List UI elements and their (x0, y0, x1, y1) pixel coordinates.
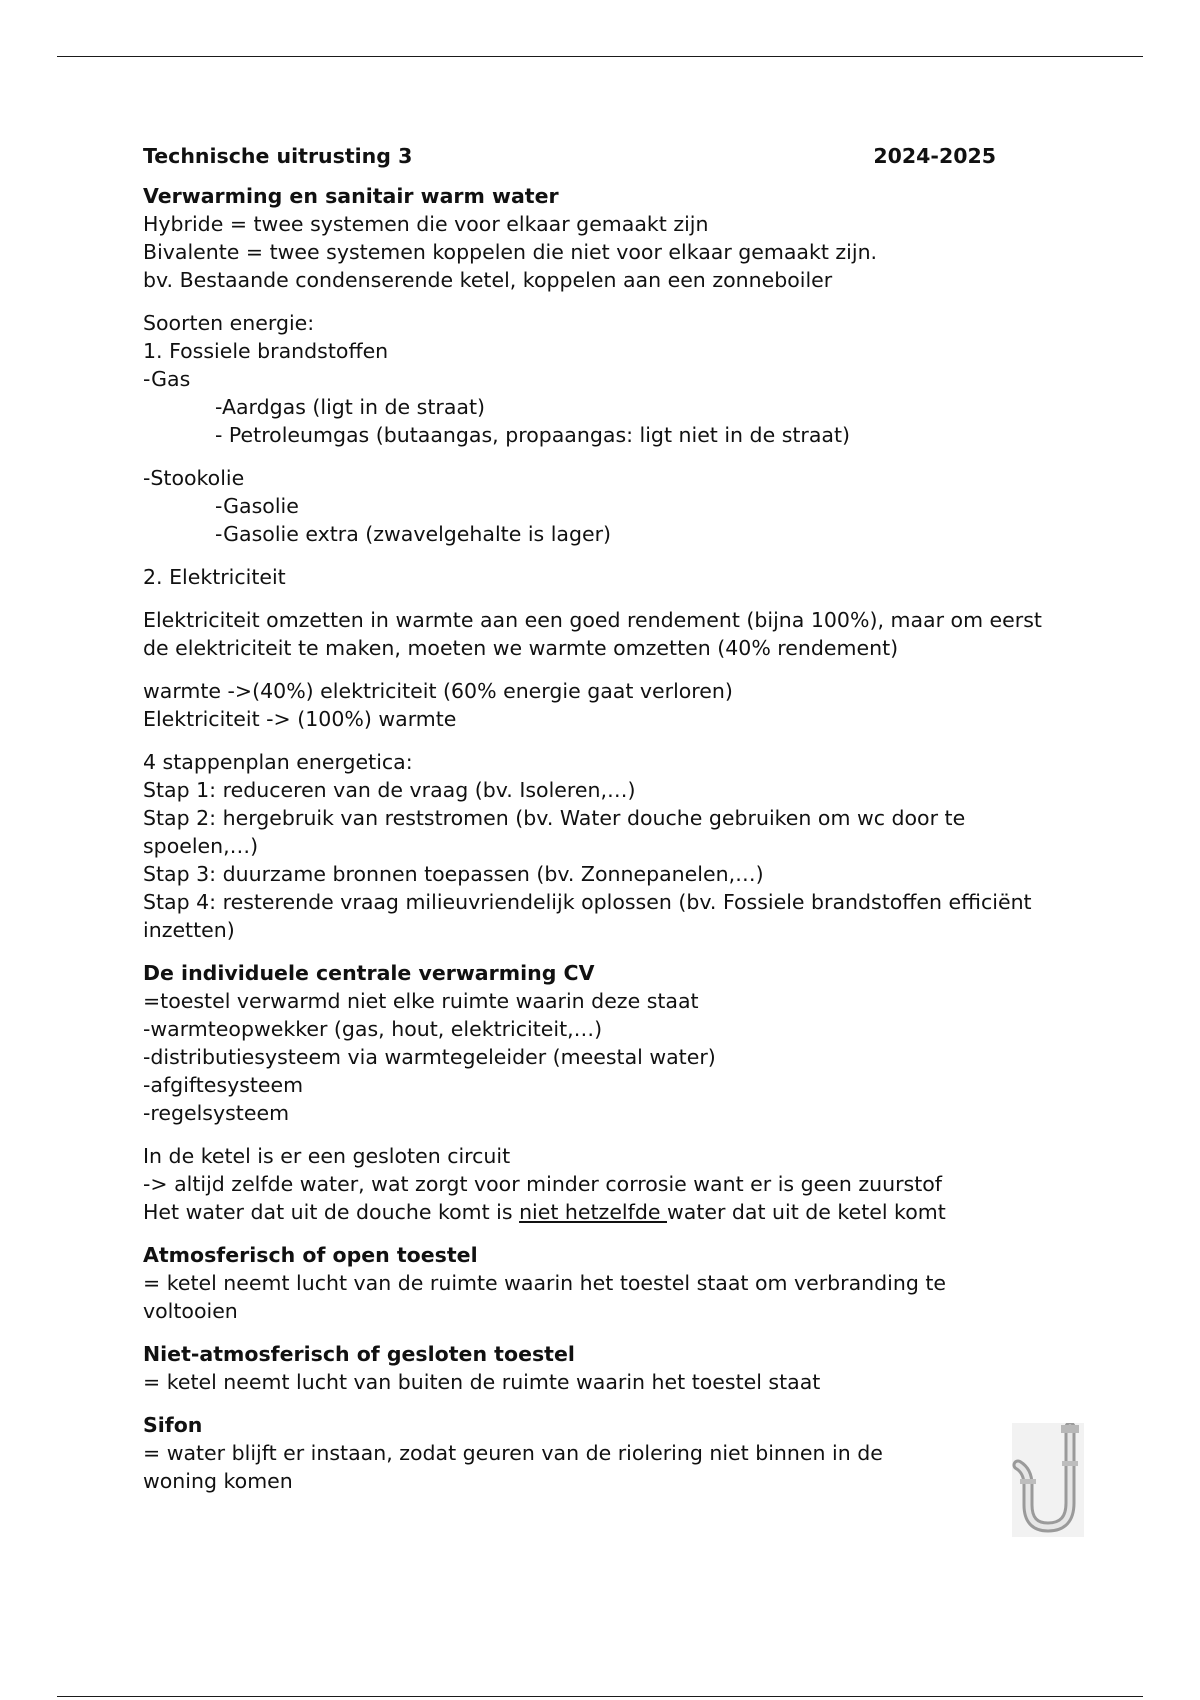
list-item: -afgiftesysteem (143, 1073, 304, 1097)
paragraph: Elektriciteit omzetten in warmte aan een goed rendement (bijna 100%), maar om eerst de elektriciteit te maken, moeten we warmte omzetten (40% rendement) (143, 608, 1042, 660)
list-item: -Gas (143, 367, 191, 391)
plan-title: 4 stappenplan energetica: (143, 750, 413, 774)
paragraph-line (143, 1198, 1073, 1226)
paragraph: = ketel neemt lucht van de ruimte waarin het toestel staat om verbranding te voltooien (143, 1271, 947, 1323)
bottom-rule (57, 1696, 1143, 1697)
section-heading-cv: De individuele centrale verwarming CV (143, 961, 595, 985)
list-item: Stap 4: resterende vraag milieuvriendelijk oplossen (bv. Fossiele brandstoffen efficiënt inzetten) (143, 890, 1032, 942)
course-title: Technische uitrusting 3 (143, 144, 413, 168)
paragraph-line: -> altijd zelfde water, wat zorgt voor minder corrosie want er is geen zuurstof (143, 1172, 943, 1196)
paragraph-line: In de ketel is er een gesloten circuit (143, 1144, 511, 1168)
text-run: water dat uit de ketel komt (667, 1200, 946, 1224)
list-item: Stap 3: duurzame bronnen toepassen (bv. Zonnepanelen,…) (143, 862, 764, 886)
text-run: Het water dat uit de douche komt is (143, 1200, 520, 1224)
list-subitem: -Gasolie extra (zwavelgehalte is lager) (215, 522, 612, 546)
paragraph-line: Hybride = twee systemen die voor elkaar gemaakt zijn (143, 212, 709, 236)
list-item: 1. Fossiele brandstoffen (143, 339, 389, 363)
list-item: Stap 2: hergebruik van reststromen (bv. Water douche gebruiken om wc door te spoelen,…) (143, 806, 966, 858)
paragraph-line: Bivalente = twee systemen koppelen die niet voor elkaar gemaakt zijn. (143, 240, 878, 264)
paragraph-line: = ketel neemt lucht van buiten de ruimte waarin het toestel staat (143, 1370, 821, 1394)
paragraph-line: bv. Bestaande condenserende ketel, koppelen aan een zonneboiler (143, 268, 833, 292)
paragraph: = water blijft er instaan, zodat geuren van de riolering niet binnen in de woning komen (143, 1441, 883, 1493)
top-rule (57, 56, 1143, 57)
school-year: 2024-2025 (873, 144, 996, 168)
paragraph-line: Elektriciteit -> (100%) warmte (143, 707, 457, 731)
list-subitem: - Petroleumgas (butaangas, propaangas: ligt niet in de straat) (215, 423, 851, 447)
paragraph-line: warmte ->(40%) elektriciteit (60% energie gaat verloren) (143, 679, 733, 703)
list-item: Stap 1: reduceren van de vraag (bv. Isoleren,…) (143, 778, 636, 802)
list-subitem: -Gasolie (215, 494, 299, 518)
list-item: -warmteopwekker (gas, hout, elektriciteit,…) (143, 1017, 603, 1041)
list-item: 2. Elektriciteit (143, 565, 286, 589)
section-heading-verwarming: Verwarming en sanitair warm water (143, 184, 559, 208)
page-header (143, 140, 996, 172)
section-heading-sifon: Sifon (143, 1413, 203, 1437)
list-item: -distributiesysteem via warmtegeleider (meestal water) (143, 1045, 716, 1069)
energy-title: Soorten energie: (143, 311, 315, 335)
list-item: -regelsysteem (143, 1101, 290, 1125)
underlined-text: niet hetzelfde (519, 1200, 667, 1224)
list-item: -Stookolie (143, 466, 245, 490)
list-subitem: -Aardgas (ligt in de straat) (215, 395, 485, 419)
paragraph-line: =toestel verwarmd niet elke ruimte waarin deze staat (143, 989, 699, 1013)
sifon-pipe-image (1012, 1423, 1084, 1537)
document-page (143, 140, 1073, 1495)
section-heading-atmosferisch: Atmosferisch of open toestel (143, 1243, 478, 1267)
section-heading-niet-atmosferisch: Niet-atmosferisch of gesloten toestel (143, 1342, 575, 1366)
